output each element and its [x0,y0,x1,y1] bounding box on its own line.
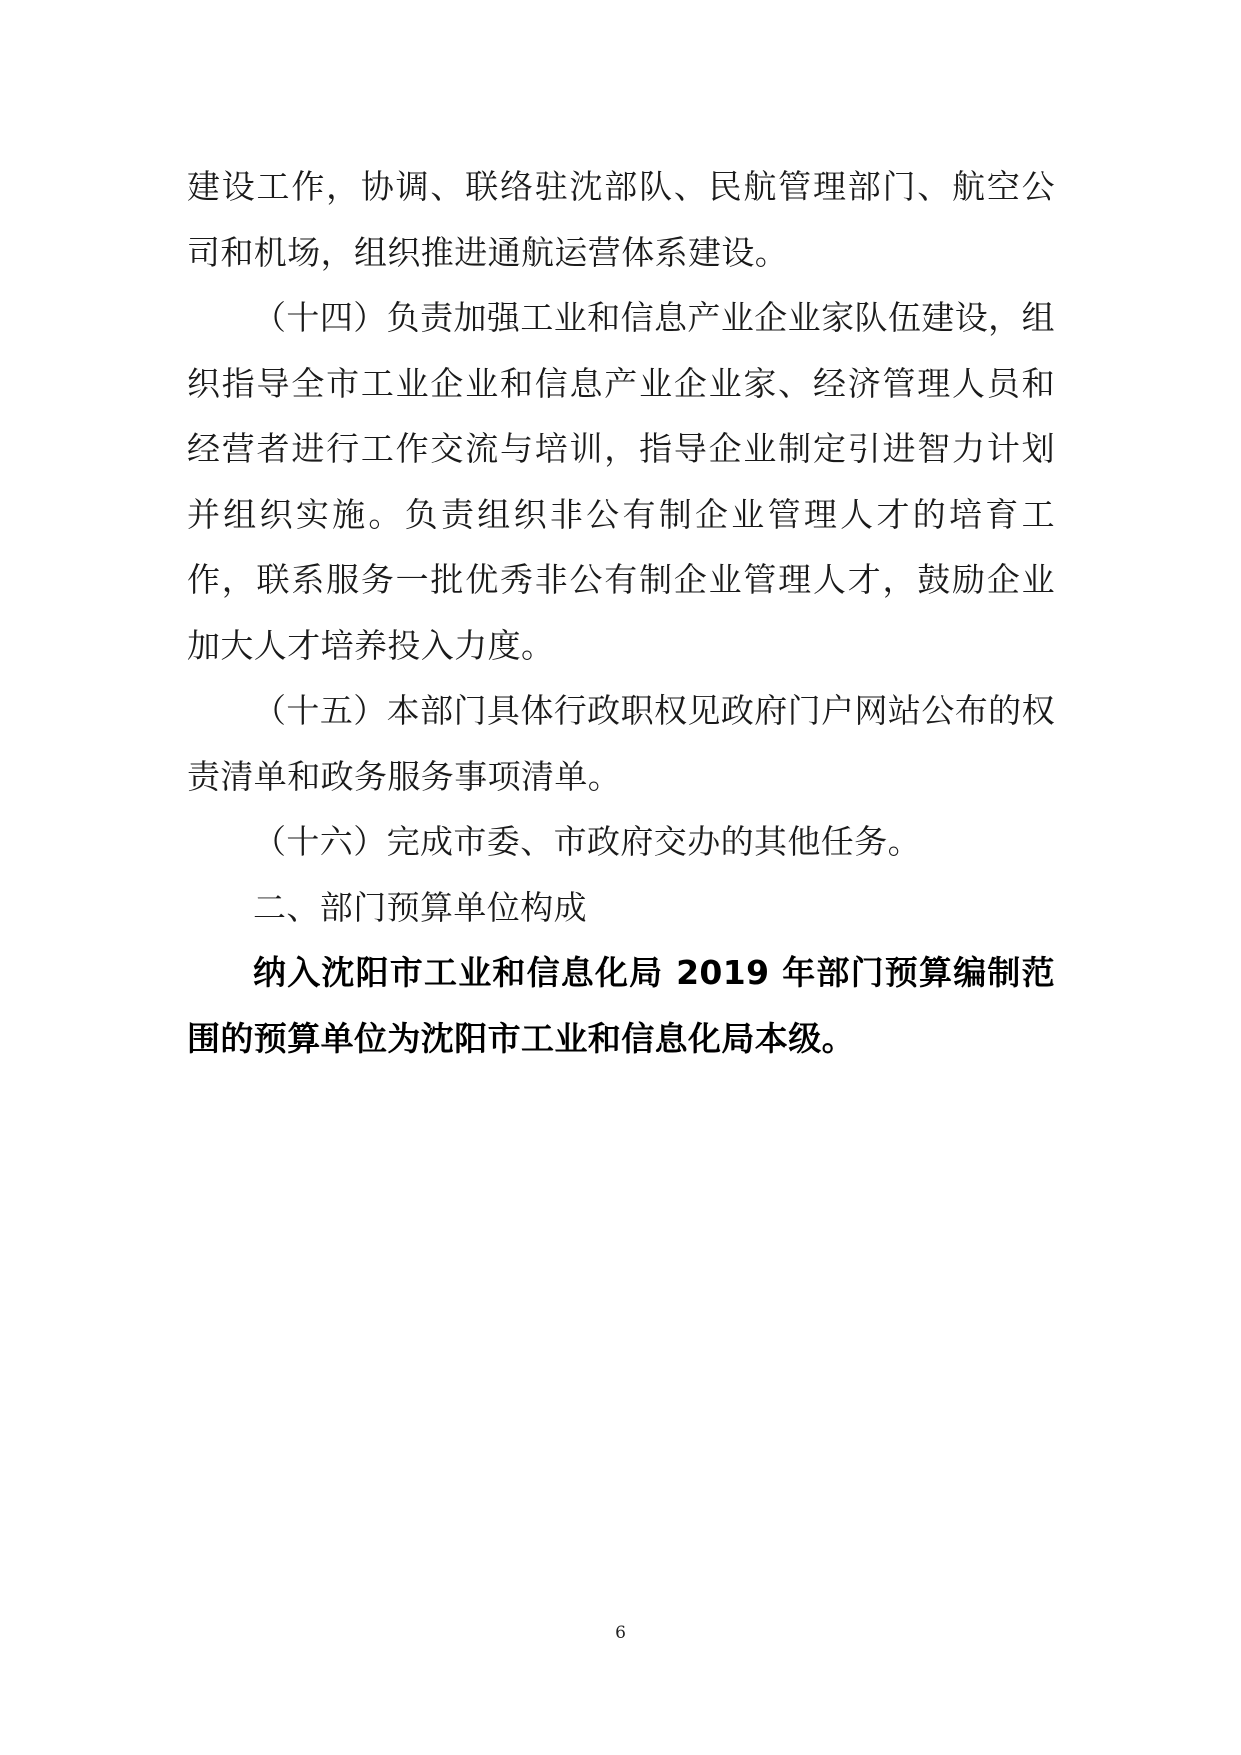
page-number: 6 [615,1623,626,1643]
paragraph-item-14: （十四）负责加强工业和信息产业企业家队伍建设，组织指导全市工业企业和信息产业企业家、经济管理人员和经营者进行工作交流与培训，指导企业制定引进智力计划并组织实施。负责组织非公有制企业管理人才的培育工作，联系服务一批优秀非公有制企业管理人才，鼓励企业加大人才培养投入力度。 [187,298,1055,665]
section-heading: 二、部门预算单位构成 [253,887,587,927]
paragraph-item-15: （十五）本部门具体行政职权见政府门户网站公布的权责清单和政务服务事项清单。 [187,691,1055,796]
paragraph-budget-units: 纳入沈阳市工业和信息化局 2019 年部门预算编制范围的预算单位为沈阳市工业和信息化局本级。 [187,953,1055,1058]
paragraph-item-16: （十六）完成市委、市政府交办的其他任务。 [253,822,921,861]
paragraph-continuation: 建设工作，协调、联络驻沈部队、民航管理部门、航空公司和机场，组织推进通航运营体系建设。 [187,167,1055,272]
body-text [187,154,1055,1071]
